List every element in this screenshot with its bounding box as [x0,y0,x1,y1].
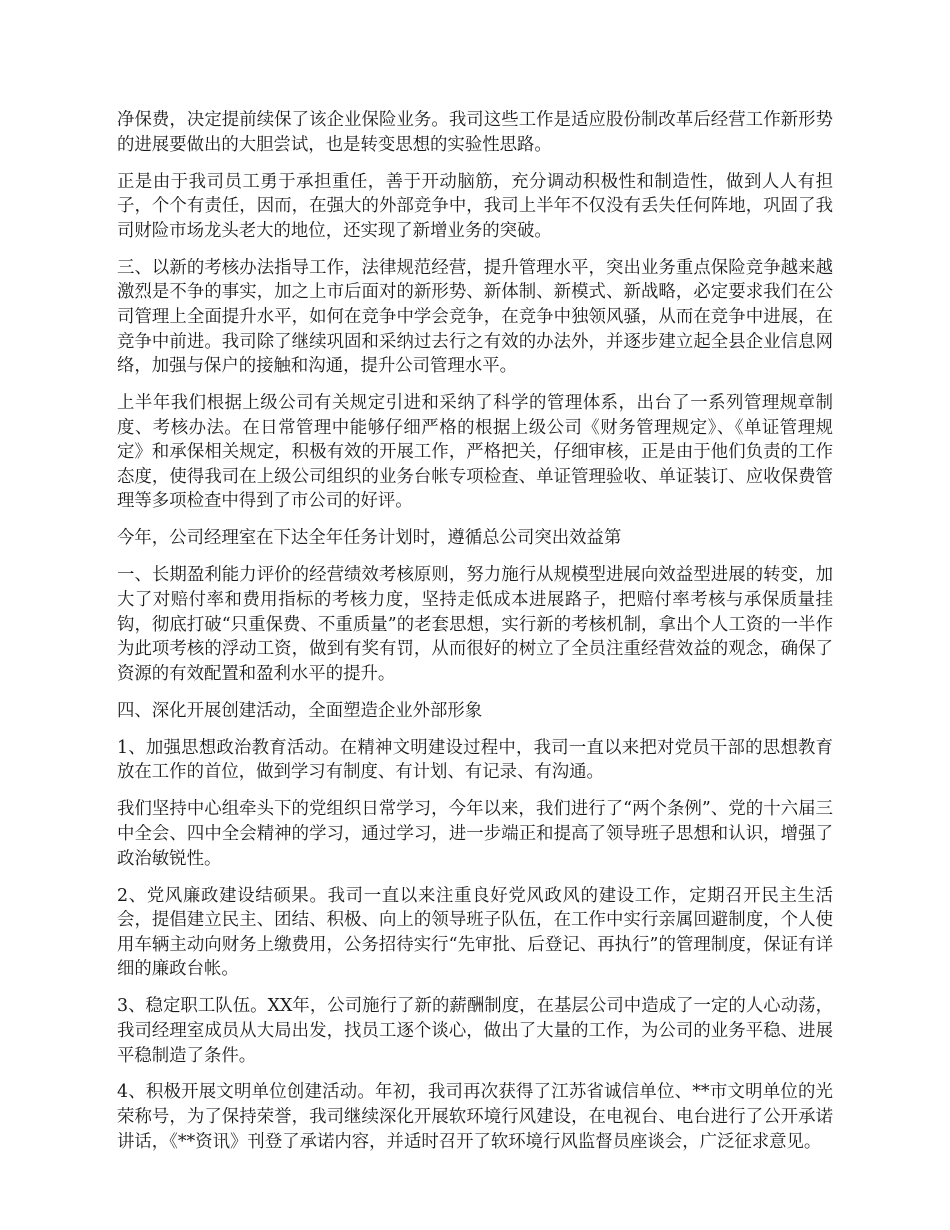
paragraph: 三、以新的考核办法指导工作，法律规范经营，提升管理水平，突出业务重点保险竞争越来越激烈是不争的事实，加之上市后面对的新形势、新体制、新模式、新战略，必定要求我们在公司管理上全面提升水平，如何在竞争中学会竞争，在竞争中独领风骚，从而在竞争中进展，在竞争中前进。我司除了继续巩固和采纳过去行之有效的办法外，并逐步建立起全县企业信息网络，加强与保户的接触和沟通，提升公司管理水平。 [117,257,833,377]
paragraph: 一、长期盈利能力评价的经营绩效考核原则，努力施行从规模型进展向效益型进展的转变，加大了对赔付率和费用指标的考核力度，坚持走低成本进展路子，把赔付率考核与承保质量挂钩，彻底打破“只重保费、不重质量”的老套思想，实行新的考核机制，拿出个人工资的一半作为此项考核的浮动工资，做到有奖有罚，从而很好的树立了全员注重经营效益的观念，确保了资源的有效配置和盈利水平的提升。 [117,565,833,684]
paragraph: 1、加强思想政治教育活动。在精神文明建设过程中，我司一直以来把对党员干部的思想教育放在工作的首位，做到学习有制度、有计划、有记录、有沟通。 [117,737,833,783]
paragraph: 上半年我们根据上级公司有关规定引进和采纳了科学的管理体系，出台了一系列管理规章制度、考核办法。在日常管理中能够仔细严格的根据上级公司《财务管理规定》、《单证管理规定》和承保相关规定，积极有效的开展工作，严格把关，仔细审核，正是由于他们负责的工作态度，使得我司在上级公司组织的业务台帐专项检查、单证管理验收、单证装订、应收保费管理等多项检查中得到了市公司的好评。 [117,393,833,512]
paragraph: 3、稳定职工队伍。XX年，公司施行了新的薪酬制度，在基层公司中造成了一定的人心动荡，我司经理室成员从大局出发，找员工逐个谈心，做出了大量的工作，为公司的业务平稳、进展平稳制造了条件。 [117,996,833,1066]
paragraph: 净保费，决定提前续保了该企业保险业务。我司这些工作是适应股份制改革后经营工作新形势的进展要做出的大胆尝试，也是转变思想的实验性思路。 [117,110,833,155]
section-heading: 四、深化开展创建活动，全面塑造企业外部形象 [117,700,483,721]
paragraph: 正是由于我司员工勇于承担重任，善于开动脑筋，充分调动积极性和制造性，做到人人有担子，个个有责任，因而，在强大的外部竞争中，我司上半年不仅没有丢失任何阵地，巩固了我司财险市场龙头老大的地位，还实现了新增业务的突破。 [117,171,833,241]
paragraph: 我们坚持中心组牵头下的党组织日常学习，今年以来，我们进行了“两个条例”、党的十六届三中全会、四中全会精神的学习，通过学习，进一步端正和提高了领导班子思想和认识，增强了政治敏锐性。 [117,799,833,869]
document-body [117,108,833,1167]
paragraph: 今年，公司经理室在下达全年任务计划时，遵循总公司突出效益第 [117,528,622,549]
paragraph: 2、党风廉政建设结硕果。我司一直以来注重良好党风政风的建设工作，定期召开民主生活会，提倡建立民主、团结、积极、向上的领导班子队伍，在工作中实行亲属回避制度，个人使用车辆主动向财务上缴费用，公务招待实行“先审批、后登记、再执行”的管理制度，保证有详细的廉政台帐。 [117,885,833,980]
paragraph: 4、积极开展文明单位创建活动。年初，我司再次获得了江苏省诚信单位、**市文明单位的光荣称号，为了保持荣誉，我司继续深化开展软环境行风建设，在电视台、电台进行了公开承诺讲话，《**资讯》刊登了承诺内容，并适时召开了软环境行风监督员座谈会，广泛征求意见。 [117,1082,833,1152]
